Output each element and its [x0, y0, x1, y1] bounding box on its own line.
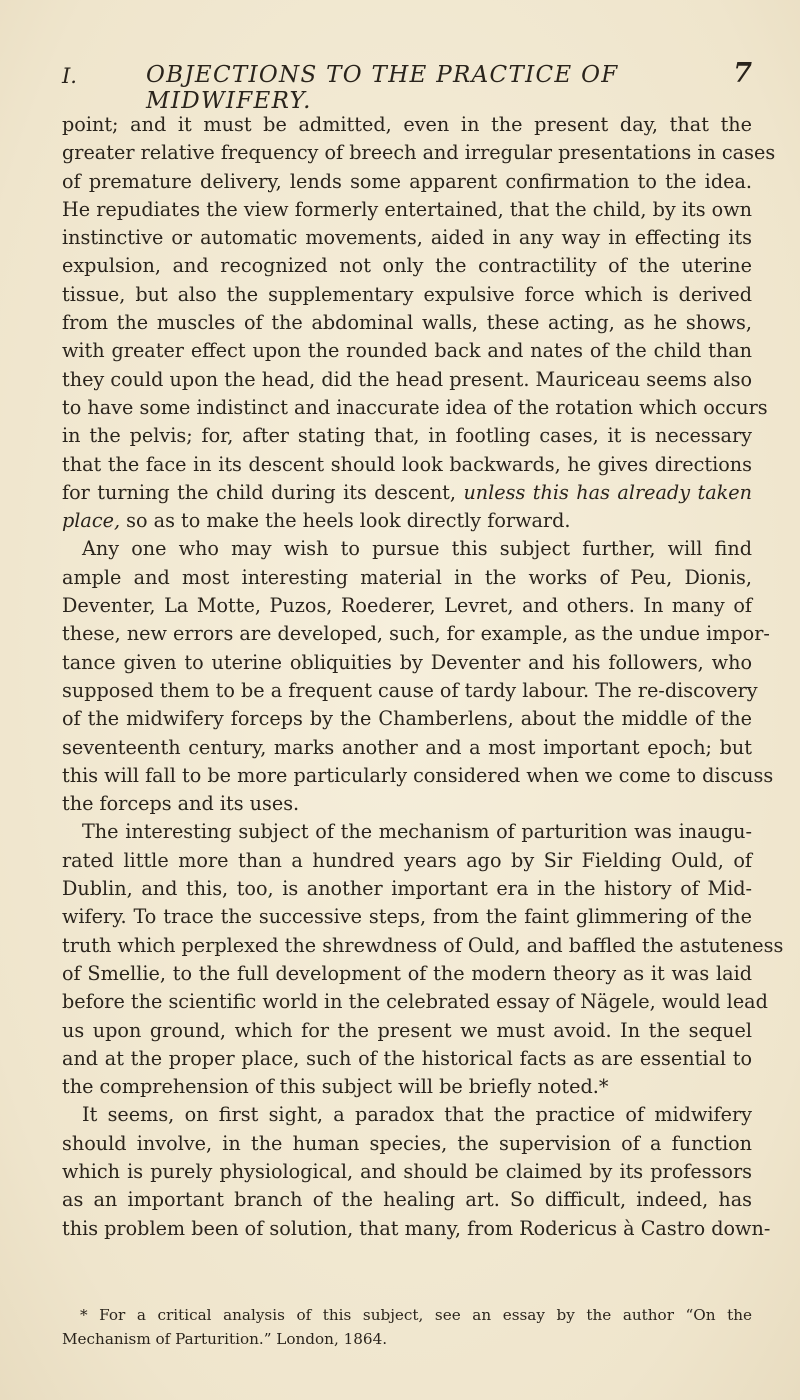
italic-fragment: unless this has already taken: [463, 480, 752, 504]
footnote-line: Mechanism of Parturition.” London, 1864.: [62, 1330, 388, 1348]
text-line: tissue, but also the supplementary expulsive force which is derived: [62, 282, 752, 306]
body-text: [62, 111, 784, 1243]
text-line: the comprehension of this subject will be briefly noted.*: [62, 1075, 609, 1099]
text-line: tance given to uterine obliquities by Deventer and his followers, who: [62, 650, 752, 674]
text-line: truth which perplexed the shrewdness of Ould, and baffled the astuteness: [62, 933, 784, 957]
text-line: greater relative frequency of breech and irregular presentations in cases: [62, 141, 776, 165]
text-line: from the muscles of the abdominal walls, these acting, as he shows,: [62, 311, 752, 335]
page-number: 7: [733, 58, 752, 89]
running-title: OBJECTIONS TO THE PRACTICE OF MIDWIFERY.: [146, 62, 619, 114]
text-line: that the face in its descent should look backwards, he gives directions: [62, 452, 752, 476]
text-line: in the pelvis; for, after stating that, in footling cases, it is necessary: [62, 424, 752, 448]
text-line: wifery. To trace the successive steps, from the faint glimmering of the: [62, 905, 752, 929]
footnote-line: * For a critical analysis of this subject, see an essay by the author “On the: [80, 1306, 752, 1324]
text-line: the forceps and its uses.: [62, 792, 300, 816]
text-line: of premature delivery, lends some apparent confirmation to the idea.: [62, 169, 752, 193]
text-line: expulsion, and recognized not only the contractility of the uterine: [62, 254, 752, 278]
text-line: they could upon the head, did the head present. Mauriceau seems also: [62, 367, 752, 391]
text-line: with greater effect upon the rounded back and nates of the child than: [62, 339, 752, 363]
text-line: rated little more than a hundred years ago by Sir Fielding Ould, of: [62, 848, 752, 872]
running-header: [62, 58, 752, 114]
chapter-number: I.: [62, 64, 77, 88]
text-line: point; and it must be admitted, even in the present day, that the: [62, 113, 752, 136]
paragraph-start: Any one who may wish to pursue this subject further, will find: [82, 537, 752, 561]
text-line: supposed them to be a frequent cause of tardy labour. The re-discovery: [62, 678, 758, 702]
text-line: should involve, in the human species, the supervision of a function: [62, 1131, 752, 1155]
text-line: Deventer, La Motte, Puzos, Roederer, Levret, and others. In many of: [62, 594, 752, 618]
italic-fragment: place,: [62, 509, 121, 533]
text-line: these, new errors are developed, such, for example, as the undue impor-: [62, 622, 770, 646]
text-line: as an important branch of the healing art. So difficult, indeed, has: [62, 1188, 752, 1212]
text-line: of Smellie, to the full development of the modern theory as it was laid: [62, 961, 752, 985]
text-line-with-italic: [62, 507, 752, 535]
text-line: this will fall to be more particularly considered when we come to discuss: [62, 763, 774, 787]
text-line-with-italic: [62, 479, 752, 507]
text-line: us upon ground, which for the present we must avoid. In the sequel: [62, 1018, 752, 1042]
text-line: this problem been of solution, that many, from Rodericus à Castro down-: [62, 1216, 771, 1240]
text-line: ample and most interesting material in the works of Peu, Dionis,: [62, 565, 752, 589]
text-line: which is purely physiological, and should be claimed by its professors: [62, 1159, 752, 1183]
text-fragment: so as to make the heels look directly forward.: [120, 509, 571, 533]
text-line: of the midwifery forceps by the Chamberlens, about the middle of the: [62, 707, 752, 731]
text-line: before the scientific world in the celebrated essay of Nägele, would lead: [62, 990, 768, 1014]
text-line: to have some indistinct and inaccurate idea of the rotation which occurs: [62, 395, 768, 419]
text-line: and at the proper place, such of the historical facts as are essential to: [62, 1046, 752, 1070]
text-fragment: for turning the child during its descent,: [62, 480, 456, 504]
text-line: instinctive or automatic movements, aided in any way in effecting its: [62, 226, 752, 250]
text-line: Dublin, and this, too, is another important era in the history of Mid-: [62, 877, 752, 901]
text-line: He repudiates the view formerly entertained, that the child, by its own: [62, 197, 752, 221]
text-line: seventeenth century, marks another and a most important epoch; but: [62, 735, 752, 759]
footnote: [62, 1303, 752, 1351]
paragraph-start: The interesting subject of the mechanism of parturition was inaugu-: [82, 820, 752, 844]
paragraph-start: It seems, on first sight, a paradox that the practice of midwifery: [82, 1103, 752, 1127]
